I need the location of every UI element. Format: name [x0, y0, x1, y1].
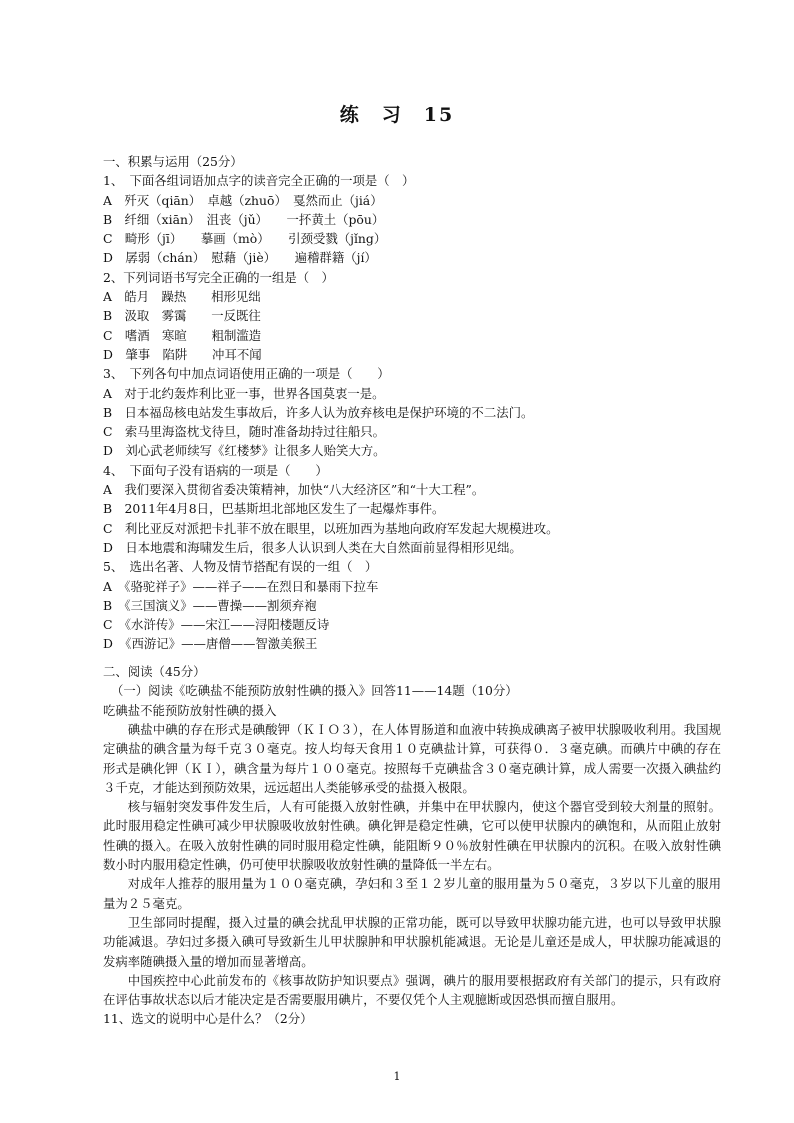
question-11: 11、选文的说明中心是什么？（2分）	[103, 1011, 313, 1027]
question-line: A 歼灭（qiān） 卓越（zhuō） 戛然而止（jiá）	[103, 192, 383, 208]
section-1-lines	[103, 171, 723, 653]
question-line: C 利比亚反对派把卡扎菲不放在眼里，以班加西为基地向政府军发起大规模进攻。	[103, 520, 559, 536]
question-line: 5、 选出名著、人物及情节搭配有误的一组（ ）	[103, 559, 378, 575]
question-line: B 日本福岛核电站发生事故后，许多人认为放弃核电是保护环境的不二法门。	[103, 404, 534, 420]
question-line: 4、 下面句子没有语病的一项是（ ）	[103, 462, 328, 478]
article-body	[103, 720, 721, 1029]
question-line: B 2011年4月8日，巴基斯坦北部地区发生了一起爆炸事件。	[103, 501, 445, 517]
question-line: C 索马里海盗枕戈待旦，随时准备劫持过往船只。	[103, 424, 386, 440]
reading-sub-heading: （一）阅读《吃碘盐不能预防放射性碘的摄入》回答11——14题（10分）	[111, 683, 518, 699]
page-number: 1	[393, 1070, 401, 1083]
question-line: 1、 下面各组词语加点字的读音完全正确的一项是（ ）	[103, 173, 415, 189]
question-line: D 肇事 陷阱 冲耳不闻	[103, 346, 262, 362]
question-line: D 《西游记》——唐僧——智激美猴王	[103, 636, 318, 652]
question-line: C 《水浒传》——宋江——浔阳楼题反诗	[103, 617, 330, 633]
question-line: A 对于北约轰炸利比亚一事，世界各国莫衷一是。	[103, 385, 385, 401]
question-line: D 孱弱（chán） 慰藉（jiè） 遍稽群籍（jí）	[103, 250, 377, 266]
question-line: B 《三国演义》——曹操——割须弃袍	[103, 597, 317, 613]
question-line: D 日本地震和海啸发生后，很多人认识到人类在大自然面前显得相形见绌。	[103, 539, 522, 555]
section-heading: 一、积累与运用（25分）	[103, 154, 243, 169]
page-title: 练 习 15	[339, 104, 455, 126]
question-line: A 我们要深入贯彻省委决策精神，加快“八大经济区”和“十大工程”。	[103, 482, 485, 498]
question-line: C 畸形（jī） 摹画（mò） 引颈受戮（jǐng）	[103, 231, 387, 247]
question-line: 3、 下列各句中加点词语使用正确的一项是（ ）	[103, 366, 390, 382]
question-line: B 汲取 雾霭 一反既往	[103, 308, 261, 324]
section-2-header	[103, 662, 723, 720]
question-line: B 纤细（xiān） 沮丧（jǔ） 一抔黄土（pōu）	[103, 211, 385, 227]
section-heading: 二、阅读（45分）	[103, 664, 206, 679]
question-line: A 皓月 躁热 相形见绌	[103, 289, 261, 305]
article-paragraph: 核与辐射突发事件发生后，人有可能摄入放射性碘，并集中在甲状腺内，使这个器官受到较大剂量的照射。此时服用稳定性碘可减少甲状腺吸收放射性碘。碘化钾是稳定性碘，它可以使甲状腺内的碘饱和，从而阻止放射性碘的摄入。在吸入放射性碘的同时服用稳定性碘，能阻断９０％放射性碘在甲状腺内的沉积。在吸入放射性碘数小时内服用稳定性碘，仍可使甲状腺吸收放射性碘的量降低一半左右。	[103, 799, 721, 873]
article-paragraph: 对成年人推荐的服用量为１００毫克碘，孕妇和３至１２岁儿童的服用量为５０毫克，３岁以下儿童的服用量为２５毫克。	[103, 876, 721, 911]
section-1	[103, 152, 723, 654]
question-line: 2、下列词语书写完全正确的一组是（ ）	[103, 269, 334, 285]
article-paragraph: 碘盐中碘的存在形式是碘酸钾（ＫＩＯ３），在人体胃肠道和血液中转换成碘离子被甲状腺吸收利用。我国规定碘盐的碘含量为每千克３０毫克。按人均每天食用１０克碘盐计算，可获得０．３毫克碘。而碘片中碘的存在形式是碘化钾（ＫＩ），碘含量为每片１００毫克。按照每千克碘盐含３０毫克碘计算，成人需要一次摄入碘盐约３千克，才能达到预防效果，远远超出人类能够承受的盐摄入极限。	[103, 722, 721, 795]
question-line: A 《骆驼祥子》——祥子——在烈日和暴雨下拉车	[103, 578, 379, 594]
article-paragraph: 中国疾控中心此前发布的《核事故防护知识要点》强调，碘片的服用要根据政府有关部门的提示，只有政府在评估事故状态以后才能决定是否需要服用碘片，不要仅凭个人主观臆断或因恐惧而擅自服用。	[103, 972, 721, 1008]
question-line: D 刘心武老师续写《红楼梦》让很多人贻笑大方。	[103, 443, 386, 459]
article-paragraph: 卫生部同时提醒，摄入过量的碘会扰乱甲状腺的正常功能，既可以导致甲状腺功能亢进，也可以导致甲状腺功能减退。孕妇过多摄入碘可导致新生儿甲状腺肿和甲状腺机能减退。无论是儿童还是成人，甲状腺功能减退的发病率随碘摄入量的增加而显著增高。	[103, 914, 721, 969]
question-line: C 嗜酒 寒暄 粗制滥造	[103, 327, 262, 343]
article-title: 吃碘盐不能预防放射性碘的摄入	[103, 702, 277, 718]
